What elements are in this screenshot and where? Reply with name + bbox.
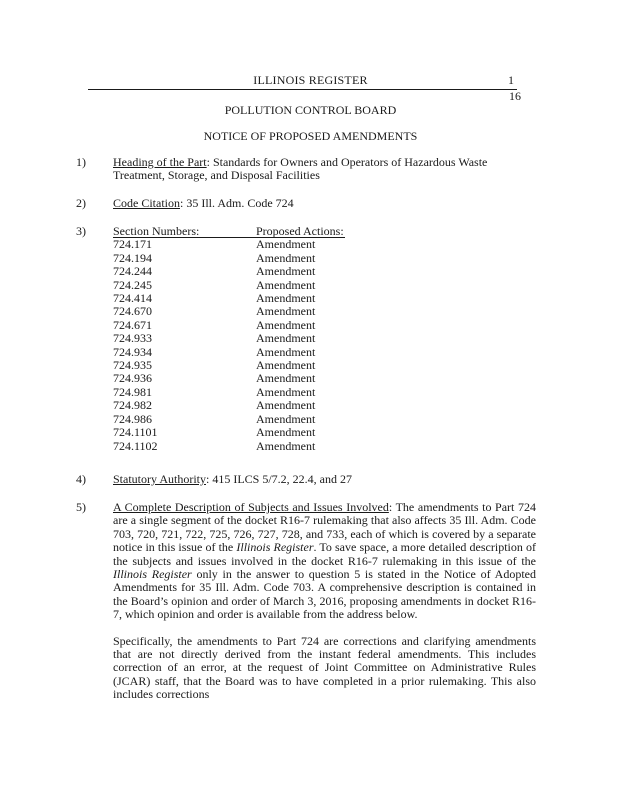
section-row (113, 386, 344, 399)
section-number: 724.934 (113, 344, 152, 359)
proposed-action: Amendment (256, 425, 316, 440)
section-row (113, 265, 344, 278)
section-row (113, 426, 344, 439)
proposed-action: Amendment (256, 438, 316, 453)
section-number: 724.171 (113, 237, 152, 252)
section-row (113, 252, 344, 265)
item-text: : Standards for Owners and Operators of Hazardous Waste (206, 155, 488, 169)
proposed-action: Amendment (256, 398, 316, 413)
proposed-action: Amendment (256, 331, 316, 346)
section-numbers-header: Section Numbers: (113, 224, 200, 238)
item-text: : 415 ILCS 5/7.2, 22.4, and 27 (206, 472, 352, 486)
section-row (113, 372, 344, 385)
proposed-action: Amendment (256, 237, 316, 252)
item-number: 2) (76, 196, 86, 210)
item-number: 5) (76, 500, 86, 514)
proposed-action: Amendment (256, 317, 316, 332)
section-number: 724.981 (113, 384, 152, 399)
section-row (113, 346, 344, 359)
board-name: POLLUTION CONTROL BOARD (224, 103, 397, 117)
section-number: 724.194 (113, 250, 152, 265)
section-row (113, 399, 344, 412)
section-number: 724.935 (113, 358, 152, 373)
item-number: 4) (76, 472, 86, 486)
section-row (113, 238, 344, 251)
item-label: Statutory Authority (113, 472, 206, 486)
page-number-bottom: 16 (509, 89, 521, 103)
section-number: 724.936 (113, 371, 152, 386)
proposed-action: Amendment (256, 371, 316, 386)
proposed-action: Amendment (256, 411, 316, 426)
section-number: 724.414 (113, 291, 152, 306)
proposed-action: Amendment (256, 264, 316, 279)
description-paragraph-1: A Complete Description of Subjects and Issues Involved: The amendments to Part 724 are a single segment of the docket R16-7 rulemaking that also affects 35 Ill. Adm. Code 703, 720, 721, 722, 725, 726, 727, 728, and 733, each of which is covered by a separate notice in this issue of the Illinois Register. To save space, a more detailed description of the subjects and issues involved in the docket R16-7 rulemaking in this issue of the Illinois Register only in the answer to question 5 is stated in the Notice of Adopted Amendments for 35 Ill. Adm. Code 703. A comprehensive description is contained in the Board’s opinion and order of March 3, 2016, proposing amendments in docket R16-7, which opinion and order is available from the address below. (113, 500, 536, 622)
item-section-numbers (76, 225, 536, 453)
item-text-continued: Treatment, Storage, and Disposal Facilities (113, 168, 320, 183)
register-title: ILLINOIS REGISTER (253, 73, 368, 87)
item-heading-of-part (76, 156, 536, 183)
section-table-rule (113, 237, 345, 238)
section-row (113, 279, 344, 292)
item-text: : 35 Ill. Adm. Code 724 (180, 196, 294, 210)
header-rule (88, 89, 517, 90)
proposed-actions-header: Proposed Actions: (256, 224, 344, 238)
item-label: A Complete Description of Subjects and Issues Involved (113, 500, 389, 514)
section-number: 724.244 (113, 264, 152, 279)
section-row (113, 319, 344, 332)
item-description (76, 501, 536, 702)
notice-title: NOTICE OF PROPOSED AMENDMENTS (203, 129, 418, 143)
section-number: 724.933 (113, 331, 152, 346)
item-label: Code Citation (113, 196, 180, 210)
section-number: 724.1101 (113, 425, 158, 440)
proposed-action: Amendment (256, 250, 316, 265)
item-label: Heading of the Part (113, 155, 207, 169)
section-number: 724.671 (113, 317, 152, 332)
proposed-action: Amendment (256, 344, 316, 359)
section-number: 724.986 (113, 411, 152, 426)
section-row (113, 332, 344, 345)
section-number: 724.1102 (113, 438, 158, 453)
section-row (113, 292, 344, 305)
section-number: 724.245 (113, 277, 152, 292)
section-row (113, 440, 344, 453)
section-number: 724.982 (113, 398, 152, 413)
proposed-action: Amendment (256, 304, 316, 319)
item-statutory-authority (76, 473, 536, 486)
section-row (113, 413, 344, 426)
proposed-action: Amendment (256, 291, 316, 306)
description-paragraph-2: Specifically, the amendments to Part 724 are corrections and clarifying amendments that are not directly derived from the instant federal amendments. This includes correction of an error, at the request of Joint Committee on Administrative Rules (JCAR) staff, that the Board was to have completed in a prior rulemaking. This also includes corrections (113, 633, 536, 702)
section-row (113, 305, 344, 318)
proposed-action: Amendment (256, 358, 316, 373)
proposed-action: Amendment (256, 277, 316, 292)
section-table (113, 225, 344, 453)
section-number: 724.670 (113, 304, 152, 319)
item-number: 1) (76, 155, 86, 169)
item-number: 3) (76, 224, 86, 238)
item-code-citation (76, 197, 536, 210)
page-number-top: 1 (508, 73, 514, 87)
section-row (113, 359, 344, 372)
proposed-action: Amendment (256, 384, 316, 399)
